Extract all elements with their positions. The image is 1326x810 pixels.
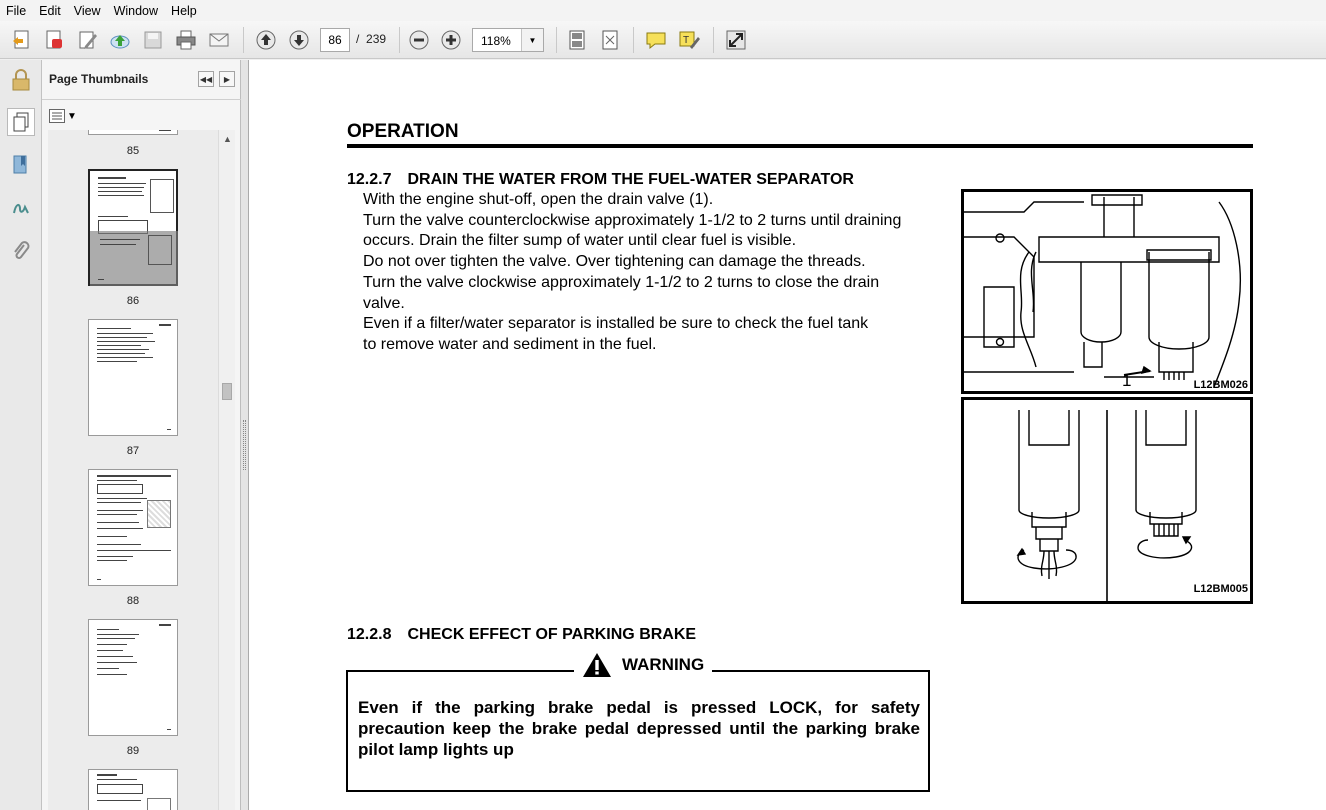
pages-icon[interactable]: [7, 108, 35, 136]
edit-icon[interactable]: [76, 28, 100, 52]
subsection-heading-parking-brake: 12.2.8 CHECK EFFECT OF PARKING BRAKE: [347, 626, 697, 643]
page-total: / 239: [356, 32, 387, 46]
attachment-icon[interactable]: [7, 237, 35, 265]
scroll-up-icon[interactable]: ▲: [223, 134, 232, 144]
lock-icon[interactable]: [7, 66, 35, 94]
document-view[interactable]: [249, 60, 1326, 810]
thumbnails-title: Page Thumbnails: [49, 72, 149, 86]
fuel-separator-figure: [961, 189, 1253, 394]
zoom-select[interactable]: [472, 28, 544, 52]
menu-view[interactable]: View: [73, 3, 101, 18]
upload-icon[interactable]: [108, 28, 132, 52]
chevron-down-icon[interactable]: ▼: [521, 29, 543, 51]
thumbnails-header: [42, 60, 241, 100]
instruction-line: Even if a filter/water separator is installed be sure to check the fuel tank: [363, 315, 869, 333]
thumbnail-page-86[interactable]: [88, 169, 178, 286]
thumbnail-label-85: 85: [126, 145, 140, 157]
zoom-value: 118%: [481, 34, 511, 48]
previous-page-icon[interactable]: [254, 28, 278, 52]
menu-edit[interactable]: Edit: [39, 3, 61, 18]
page-number-input[interactable]: 86: [320, 28, 350, 52]
thumbnail-page-90[interactable]: [88, 769, 178, 810]
highlight-icon[interactable]: [677, 28, 701, 52]
instruction-line: valve.: [363, 294, 405, 312]
figure-code: L12BM005: [1193, 583, 1248, 595]
page-total-value: 239: [366, 32, 387, 46]
expand-icon[interactable]: [724, 28, 748, 52]
thumbnails-scrollbar[interactable]: [218, 130, 235, 810]
full-screen-icon[interactable]: [598, 28, 622, 52]
instruction-line: With the engine shut-off, open the drain valve (1).: [363, 191, 714, 208]
fuel-separator-drawing: [964, 192, 1250, 391]
callout-label: 1: [1122, 371, 1132, 390]
valve-rotation-figure: [961, 397, 1253, 604]
create-icon[interactable]: [10, 28, 34, 52]
section-rule: [347, 144, 1253, 148]
comment-icon[interactable]: [644, 28, 668, 52]
save-icon[interactable]: [141, 28, 165, 52]
page-thumbnails-panel: [42, 60, 241, 810]
navigation-pane-strip: [0, 60, 42, 810]
menu-help[interactable]: Help: [171, 3, 197, 18]
thumbnail-label-89: 89: [126, 745, 140, 757]
figure-code: L12BM026: [1193, 379, 1248, 391]
panel-splitter[interactable]: [241, 60, 249, 810]
signature-icon[interactable]: [7, 194, 35, 222]
instruction-line: to remove water and sediment in the fuel.: [363, 335, 657, 353]
thumbnail-page-88[interactable]: [88, 469, 178, 586]
thumbnail-label-86: 86: [126, 295, 140, 307]
instruction-line: Turn the valve clockwise approximately 1-1/2 to 2 turns to close the drain: [363, 273, 880, 291]
scrollbar-thumb[interactable]: [222, 383, 232, 400]
thumbnail-options-button[interactable]: [49, 107, 77, 125]
thumbnail-page-85[interactable]: [88, 130, 178, 135]
warning-box: [346, 670, 930, 792]
valve-rotation-drawing: [964, 400, 1250, 601]
instruction-line: Turn the valve counterclockwise approximately 1-1/2 to 2 turns until draining: [363, 211, 902, 229]
email-icon[interactable]: [207, 28, 231, 52]
subsection-heading-drain: 12.2.7 DRAIN THE WATER FROM THE FUEL-WATER SEPARATOR: [347, 171, 854, 188]
menu-window[interactable]: Window: [113, 3, 159, 18]
fit-page-icon[interactable]: [565, 28, 589, 52]
thumbnail-page-89[interactable]: [88, 619, 178, 736]
menu-file[interactable]: File: [6, 3, 27, 18]
thumbnail-list: [48, 130, 218, 810]
zoom-in-icon[interactable]: [439, 28, 463, 52]
thumbnail-page-87[interactable]: [88, 319, 178, 436]
collapse-panel-icon[interactable]: ◀◀: [198, 71, 214, 87]
toolbar: [0, 21, 1326, 59]
chevron-down-icon: ▼: [67, 110, 77, 122]
bookmark-icon[interactable]: [7, 151, 35, 179]
thumbnail-label-88: 88: [126, 595, 140, 607]
convert-icon[interactable]: [42, 28, 66, 52]
zoom-out-icon[interactable]: [407, 28, 431, 52]
drain-instructions: [363, 190, 953, 356]
warning-triangle-icon: [582, 652, 612, 678]
svg-text:T: T: [683, 35, 690, 46]
instruction-line: Do not over tighten the valve. Over tightening can damage the threads.: [363, 253, 866, 271]
menu-bar: [0, 0, 1326, 21]
expand-panel-icon[interactable]: ▶: [219, 71, 235, 87]
warning-text: Even if the parking brake pedal is pressed LOCK, for safety precaution keep the brake pedal depressed until the parking brake pilot lamp lights up: [358, 698, 920, 759]
next-page-icon[interactable]: [287, 28, 311, 52]
options-menu-icon: [49, 109, 65, 123]
thumbnail-label-87: 87: [126, 445, 140, 457]
warning-label: WARNING: [622, 655, 705, 674]
print-icon[interactable]: [174, 28, 198, 52]
instruction-line: occurs. Drain the filter sump of water until clear fuel is visible.: [363, 232, 797, 250]
warning-header: [574, 652, 712, 678]
section-title: OPERATION: [347, 121, 459, 142]
